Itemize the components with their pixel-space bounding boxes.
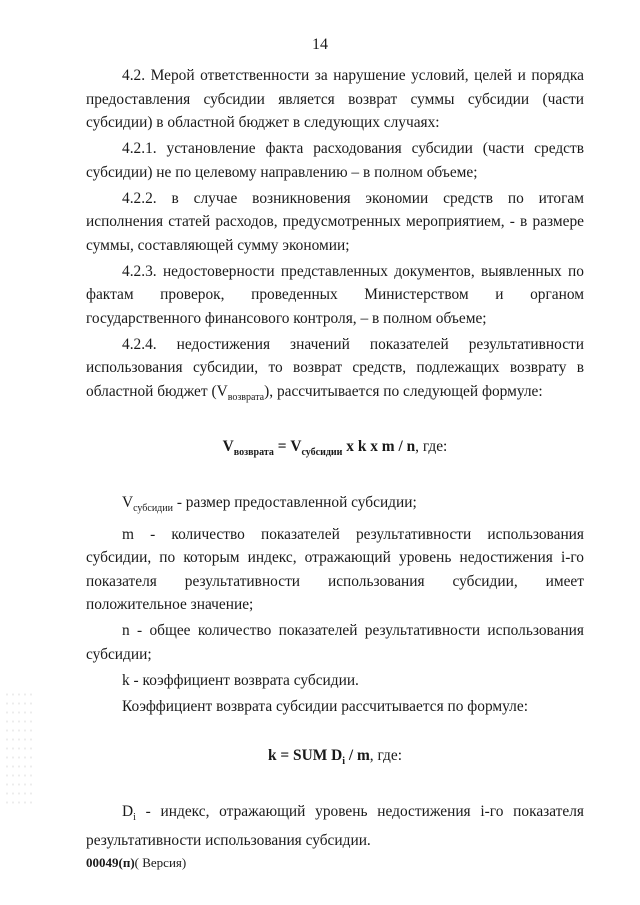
definition-d-subscript: i [133, 811, 136, 823]
definition-n: n - общее количество показателей результативности использования субсидии; [86, 622, 584, 663]
page-number: 14 [312, 36, 328, 53]
coefficient-formula [86, 744, 584, 774]
formula-equals: = V [273, 438, 302, 456]
formula-v2-subscript: субсидии [301, 447, 343, 459]
paragraph-4-2-2: 4.2.2. в случае возникновения экономии средств по итогам исполнения статей расходов, предусмотренных мероприятием, - в размере суммы, составляющей сумму экономии; [86, 189, 584, 254]
definition-m: m - количество показателей результативности использования субсидии, по которым индекс, отражающий уровень недостижения i-го показателя результативности использования субсидии, имеет положительное значение; [86, 525, 584, 614]
scan-noise [4, 690, 34, 810]
formula2-subscript: i [342, 756, 345, 768]
paragraph-4-2-4-tail: ), рассчитывается по следующей формуле: [264, 382, 543, 400]
definition-v-subsidy [86, 491, 584, 521]
definition-di [86, 800, 584, 853]
footer-code: 00049(п) [86, 855, 135, 870]
paragraph-4-2-4 [86, 333, 584, 410]
return-formula [86, 435, 584, 465]
paragraph-4-2: 4.2. Мерой ответственности за нарушение условий, целей и порядка предоставления субсидии является возврат суммы субсидии (части субсидии) в областной бюджет в следующих случаях: [86, 67, 584, 131]
definition-v-text: - размер предоставленной субсидии; [172, 493, 417, 511]
footer [86, 855, 186, 871]
footer-version: ( Версия) [134, 855, 187, 870]
definition-v-subscript: субсидии [133, 502, 173, 514]
definition-v: V [122, 493, 134, 511]
formula-rest: x k x m / n [342, 438, 416, 456]
formula2-tail: , где: [369, 747, 402, 765]
paragraph-4-2-4-text: 4.2.4. недостижения значений показателей результативности использования субсидии, то возврат средств, подлежащих возврату в областной бюджет (V [86, 335, 584, 400]
paragraph-4-2-3: 4.2.3. недостоверности представленных документов, выявленных по фактам проверок, проведенных Министерством и органом государственного финансового контроля, – в полном объеме; [86, 262, 584, 327]
definition-d: D [122, 802, 134, 820]
definition-k: k - коэффициент возврата субсидии. [122, 671, 359, 689]
paragraph-4-2-1: 4.2.1. установление факта расходования субсидии (части средств субсидии) не по целевому направлению – в полном объеме; [86, 140, 584, 181]
formula-v-subscript: возврата [233, 447, 274, 459]
v-return-subscript: возврата [227, 391, 265, 403]
formula-v: V [222, 438, 234, 456]
coefficient-intro: Коэффициент возврата субсидии рассчитывается по формуле: [122, 697, 528, 715]
formula2-rest: / m [345, 747, 370, 765]
document-body [86, 64, 584, 855]
formula2-main: k = SUM D [268, 747, 343, 765]
formula-tail: , где: [415, 438, 448, 456]
definition-di-text: - индекс, отражающий уровень недостижения i-го показателя результативности использования субсидии. [86, 802, 584, 850]
